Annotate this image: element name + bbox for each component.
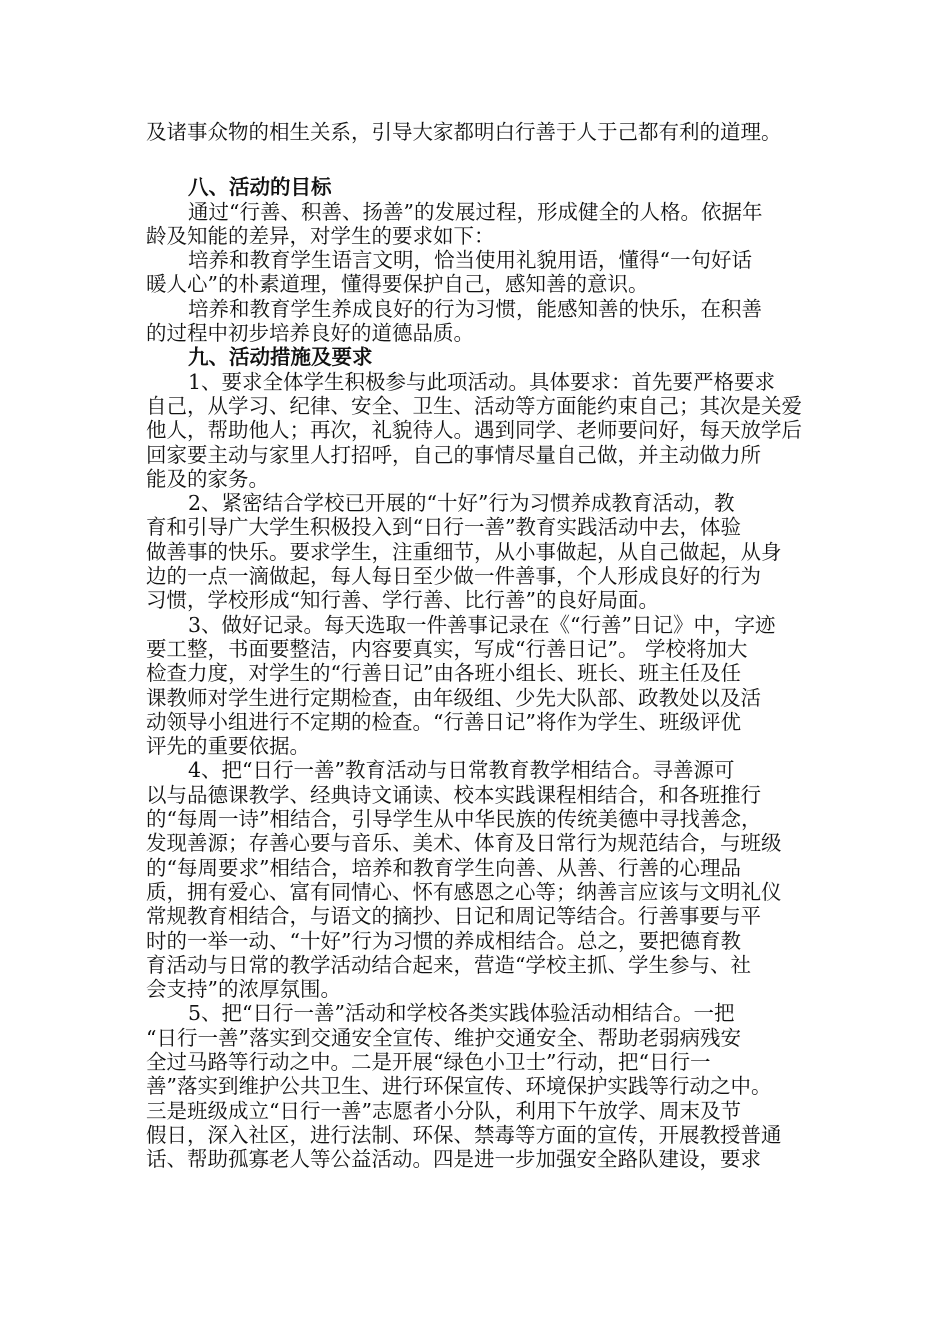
paragraph [146, 200, 818, 249]
paragraph-line: 会支持”的浓厚氛围。 [146, 977, 341, 1002]
paragraph [146, 1001, 818, 1171]
paragraph [146, 491, 818, 612]
paragraph-line: 培养和教育学生语言文明，恰当使用礼貌用语，懂得“一句好话 [188, 248, 752, 273]
paragraph-line: 善”落实到维护公共卫生、进行环保宣传、环境保护实践等行动之中。 [146, 1074, 772, 1099]
paragraph [146, 758, 818, 1001]
paragraph-line: 发现善源；存善心要与音乐、美术、体育及日常行为规范结合，与班级 [146, 831, 782, 856]
paragraph [146, 248, 818, 297]
paragraph-line: 暖人心”的朴素道理，懂得要保护自己，感知善的意识。 [146, 272, 649, 297]
paragraph-line: 动领导小组进行不定期的检查。“行善日记”将作为学生、班级评优 [146, 709, 741, 734]
paragraph-line: 评先的重要依据。 [146, 734, 310, 759]
paragraph-line: 课教师对学生进行定期检查，由年级组、少先大队部、政教处以及活 [146, 685, 761, 710]
paragraph-line: 通过“行善、积善、扬善”的发展过程，形成健全的人格。依据年 [188, 199, 763, 224]
document-body [146, 120, 818, 1171]
paragraph-line: 自己，从学习、纪律、安全、卫生、活动等方面能约束自己；其次是关爱 [146, 393, 802, 418]
paragraph-line: 5、把“日行一善”活动和学校各类实践体验活动相结合。一把 [188, 1001, 735, 1026]
paragraph-line: 的“每周要求”相结合，培养和教育学生向善、从善、行善的心理品 [146, 855, 741, 880]
paragraph-line: 习惯，学校形成“知行善、学行善、比行善”的良好局面。 [146, 588, 659, 613]
heading-text: 八、活动的目标 [188, 175, 332, 200]
paragraph [146, 120, 818, 144]
paragraph-line: “日行一善”落实到交通安全宣传、维护交通安全、帮助老弱病残安 [146, 1025, 741, 1050]
paragraph-line: 做善事的快乐。要求学生，注重细节，从小事做起，从自己做起，从身 [146, 539, 782, 564]
paragraph-line: 他人，帮助他人；再次，礼貌待人。遇到同学、老师要问好，每天放学后 [146, 418, 802, 443]
paragraph-line: 3、做好记录。每天选取一件善事记录在《“行善”日记》中，字迹 [188, 612, 776, 637]
paragraph [146, 613, 818, 759]
paragraph-line: 假日，深入社区，进行法制、环保、禁毒等方面的宣传，开展教授普通 [146, 1122, 782, 1147]
paragraph-line: 4、把“日行一善”教育活动与日常教育教学相结合。寻善源可 [188, 758, 735, 783]
paragraph-line: 常规教育相结合，与语文的摘抄、日记和周记等结合。行善事要与平 [146, 904, 761, 929]
paragraph-line: 育活动与日常的教学活动结合起来，营造“学校主抓、学生参与、社 [146, 952, 751, 977]
section-heading [146, 345, 818, 369]
paragraph-line: 龄及知能的差异，对学生的要求如下： [146, 223, 495, 248]
paragraph-line: 以与品德课教学、经典诗文诵读、校本实践课程相结合，和各班推行 [146, 782, 761, 807]
heading-text: 九、活动措施及要求 [188, 345, 373, 370]
paragraph-line: 边的一点一滴做起，每人每日至少做一件善事，个人形成良好的行为 [146, 564, 761, 589]
paragraph-line: 2、紧密结合学校已开展的“十好”行为习惯养成教育活动，教 [188, 491, 735, 516]
section-heading [146, 175, 818, 199]
paragraph-line: 全过马路等行动之中。二是开展“绿色小卫士”行动，把“日行一 [146, 1049, 711, 1074]
paragraph-line: 1、要求全体学生积极参与此项活动。具体要求：首先要严格要求 [188, 369, 776, 394]
paragraph-line: 话、帮助孤寡老人等公益活动。四是进一步加强安全路队建设，要求 [146, 1147, 761, 1172]
paragraph-line: 的过程中初步培养良好的道德品质。 [146, 321, 474, 346]
paragraph-line: 要工整，书面要整洁，内容要真实，写成“行善日记”。 学校将加大 [146, 636, 748, 661]
section-spacer [146, 144, 818, 175]
paragraph-line: 质，拥有爱心、富有同情心、怀有感恩之心等；纳善言应该与文明礼仪 [146, 879, 782, 904]
paragraph-line: 培养和教育学生养成良好的行为习惯，能感知善的快乐，在积善 [188, 296, 762, 321]
paragraph-line: 回家要主动与家里人打招呼，自己的事情尽量自己做，并主动做力所 [146, 442, 761, 467]
paragraph-line: 能及的家务。 [146, 466, 269, 491]
paragraph-line: 的“每周一诗”相结合，引导学生从中华民族的传统美德中寻找善念， [146, 807, 762, 832]
paragraph-line: 三是班级成立“日行一善”志愿者小分队，利用下午放学、周末及节 [146, 1098, 741, 1123]
paragraph [146, 297, 818, 346]
paragraph-line: 及诸事众物的相生关系，引导大家都明白行善于人于己都有利的道理。 [146, 120, 782, 144]
paragraph [146, 370, 818, 491]
paragraph-line: 时的一举一动、“十好”行为习惯的养成相结合。总之，要把德育教 [146, 928, 741, 953]
paragraph-line: 育和引导广大学生积极投入到“日行一善”教育实践活动中去，体验 [146, 515, 741, 540]
paragraph-line: 检查力度，对学生的“行善日记”由各班小组长、班长、班主任及任 [146, 661, 741, 686]
